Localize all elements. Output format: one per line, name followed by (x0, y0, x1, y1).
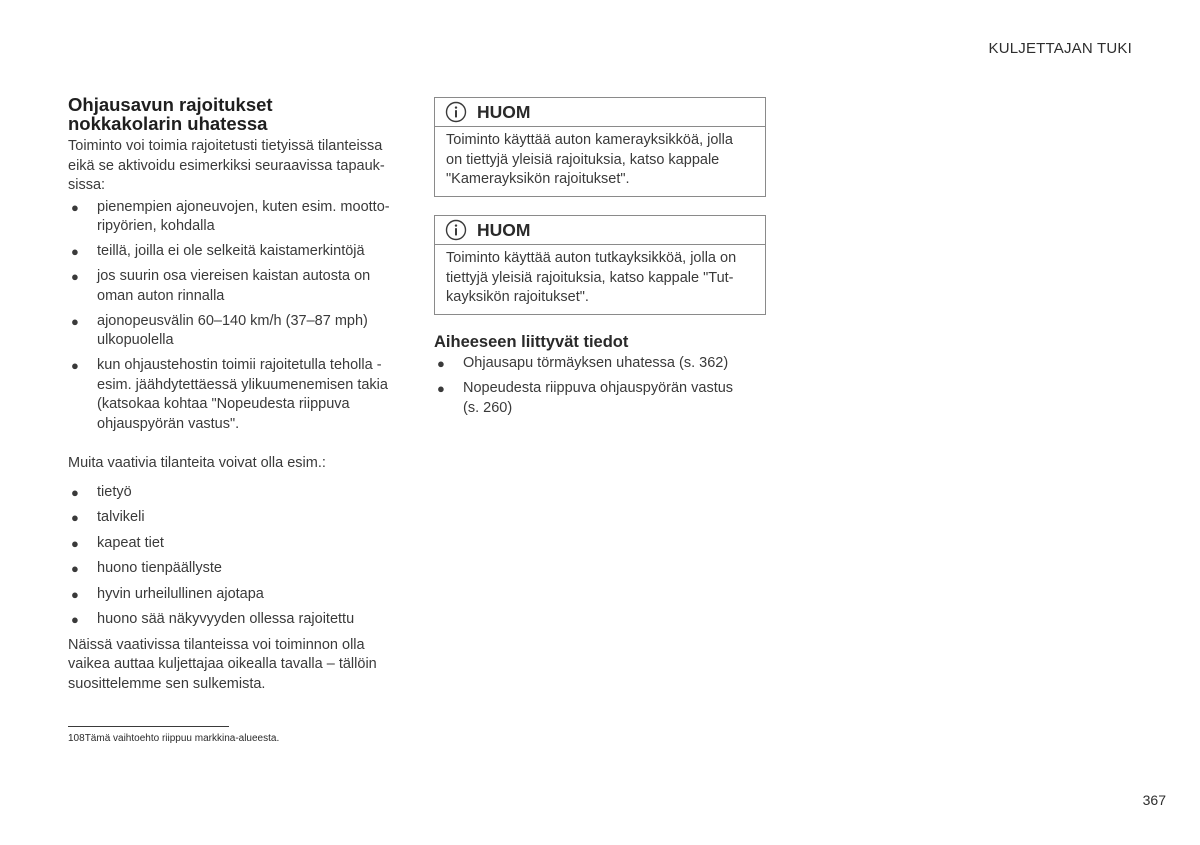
bullet-icon: ● (71, 199, 79, 215)
bullet-icon: ● (71, 244, 79, 259)
list-item (68, 585, 400, 605)
list-item-line: ripyörien, kohdalla (97, 218, 215, 234)
list-item-line: ohjauspyörän vastus". (97, 415, 240, 432)
note-body (435, 245, 765, 314)
situation-list (68, 483, 400, 630)
note-header (435, 98, 765, 127)
note-header (435, 216, 765, 245)
list-item-line: teillä, joilla ei ole selkeitä kaistamerkintöjä (97, 243, 365, 259)
note-box-radar (434, 215, 766, 315)
bullet-icon: ● (71, 510, 79, 525)
section-header: KULJETTAJAN TUKI (988, 40, 1132, 57)
more-situations-text: Muita vaativia tilanteita voivat olla esim.: (68, 455, 326, 471)
footnote-number: 108 (68, 733, 85, 744)
related-link-line[interactable]: Nopeudesta riippuva ohjauspyörän vastus (463, 380, 734, 396)
list-item (68, 242, 400, 262)
list-item (68, 483, 400, 503)
related-link[interactable] (434, 354, 764, 374)
note-line: Toiminto käyttää auton tutkayksikköä, jolla on (446, 250, 737, 266)
heading-line: nokkakolarin uhatessa (68, 113, 268, 134)
list-item (68, 267, 400, 306)
note-line: on tiettyjä yleisiä rajoituksia, katso kappale (446, 151, 720, 168)
bullet-icon: ● (71, 358, 79, 373)
list-item-line: jos suurin osa viereisen kaistan autosta on (97, 268, 371, 284)
limitation-list (68, 198, 400, 435)
bullet-icon: ● (71, 535, 79, 551)
bullet-icon: ● (71, 612, 79, 627)
list-item-line: huono tienpäällyste (97, 560, 222, 576)
bullet-icon: ● (71, 484, 79, 500)
related-link[interactable] (434, 379, 764, 418)
list-item-line: esim. jäähdytettäessä ylikuumenemisen takia (97, 376, 388, 393)
note-title: HUOM (477, 101, 531, 122)
related-link-line[interactable]: Ohjausapu törmäyksen uhatessa (s. 362) (463, 355, 729, 371)
list-item-line: pienempien ajoneuvojen, kuten esim. mootto- (97, 198, 390, 215)
list-item-line: huono sää näkyvyyden ollessa rajoitettu (97, 611, 355, 627)
list-item (68, 312, 400, 351)
footnote (68, 733, 279, 744)
list-item-line: talvikeli (97, 509, 145, 525)
page-number: 367 (1142, 792, 1166, 808)
list-item-line: tietyö (97, 483, 132, 500)
note-title: HUOM (477, 219, 531, 240)
closing-line: vaikea auttaa kuljettajaa oikealla tavalla – tällöin (68, 656, 377, 672)
closing-line: suosittelemme sen sulkemista. (68, 675, 266, 692)
related-list (434, 354, 764, 418)
list-item-line: (katsokaa kohtaa "Nopeudesta riippuva (97, 396, 350, 412)
closing-paragraph (68, 636, 400, 695)
intro-line: Toiminto voi toimia rajoitetusti tietyissä tilanteissa (68, 138, 383, 154)
list-item (68, 508, 400, 528)
heading-line: Ohjausavun rajoitukset (68, 94, 273, 115)
note-line: kayksikön rajoitukset". (446, 289, 589, 305)
list-item (68, 198, 400, 237)
bullet-icon: ● (71, 313, 79, 329)
note-line: "Kamerayksikön rajoitukset". (446, 171, 630, 187)
list-item (68, 534, 400, 554)
intro-line: eikä se aktivoidu esimerkiksi seuraavissa tapauk- (68, 157, 385, 174)
bullet-icon: ● (437, 381, 445, 396)
related-info (434, 333, 764, 424)
info-icon (445, 219, 467, 241)
list-item-line: ulkopuolella (97, 332, 174, 348)
list-item-line: oman auton rinnalla (97, 287, 225, 304)
footnote-text: Tämä vaihtoehto riippuu markkina-alueesta. (84, 733, 280, 744)
intro-line: sissa: (68, 177, 106, 193)
list-item-line: hyvin urheilullinen ajotapa (97, 585, 264, 602)
note-box-camera (434, 97, 766, 197)
bullet-icon: ● (437, 356, 445, 371)
bullet-icon: ● (71, 586, 79, 602)
note-body (435, 127, 765, 196)
list-item-line: kapeat tiet (97, 534, 164, 551)
related-heading: Aiheeseen liittyvät tiedot (434, 333, 629, 351)
closing-line: Näissä vaativissa tilanteissa voi toiminnon olla (68, 636, 365, 653)
list-item-line: ajonopeusvälin 60–140 km/h (37–87 mph) (97, 312, 368, 329)
list-item-line: kun ohjaustehostin toimii rajoitetulla teholla - (97, 357, 382, 373)
footnote-divider (68, 726, 229, 727)
intro-paragraph (68, 137, 400, 196)
note-line: Toiminto käyttää auton kamerayksikköä, jolla (446, 132, 733, 148)
bullet-icon: ● (71, 269, 79, 284)
section-heading (68, 95, 400, 133)
bullet-icon: ● (71, 561, 79, 576)
info-icon (445, 101, 467, 123)
left-column (68, 95, 400, 694)
list-item (68, 356, 400, 434)
list-item (68, 559, 400, 579)
related-link-line[interactable]: (s. 260) (463, 399, 513, 416)
list-item (68, 610, 400, 630)
note-line: tiettyjä yleisiä rajoituksia, katso kappale "Tut- (446, 269, 734, 286)
